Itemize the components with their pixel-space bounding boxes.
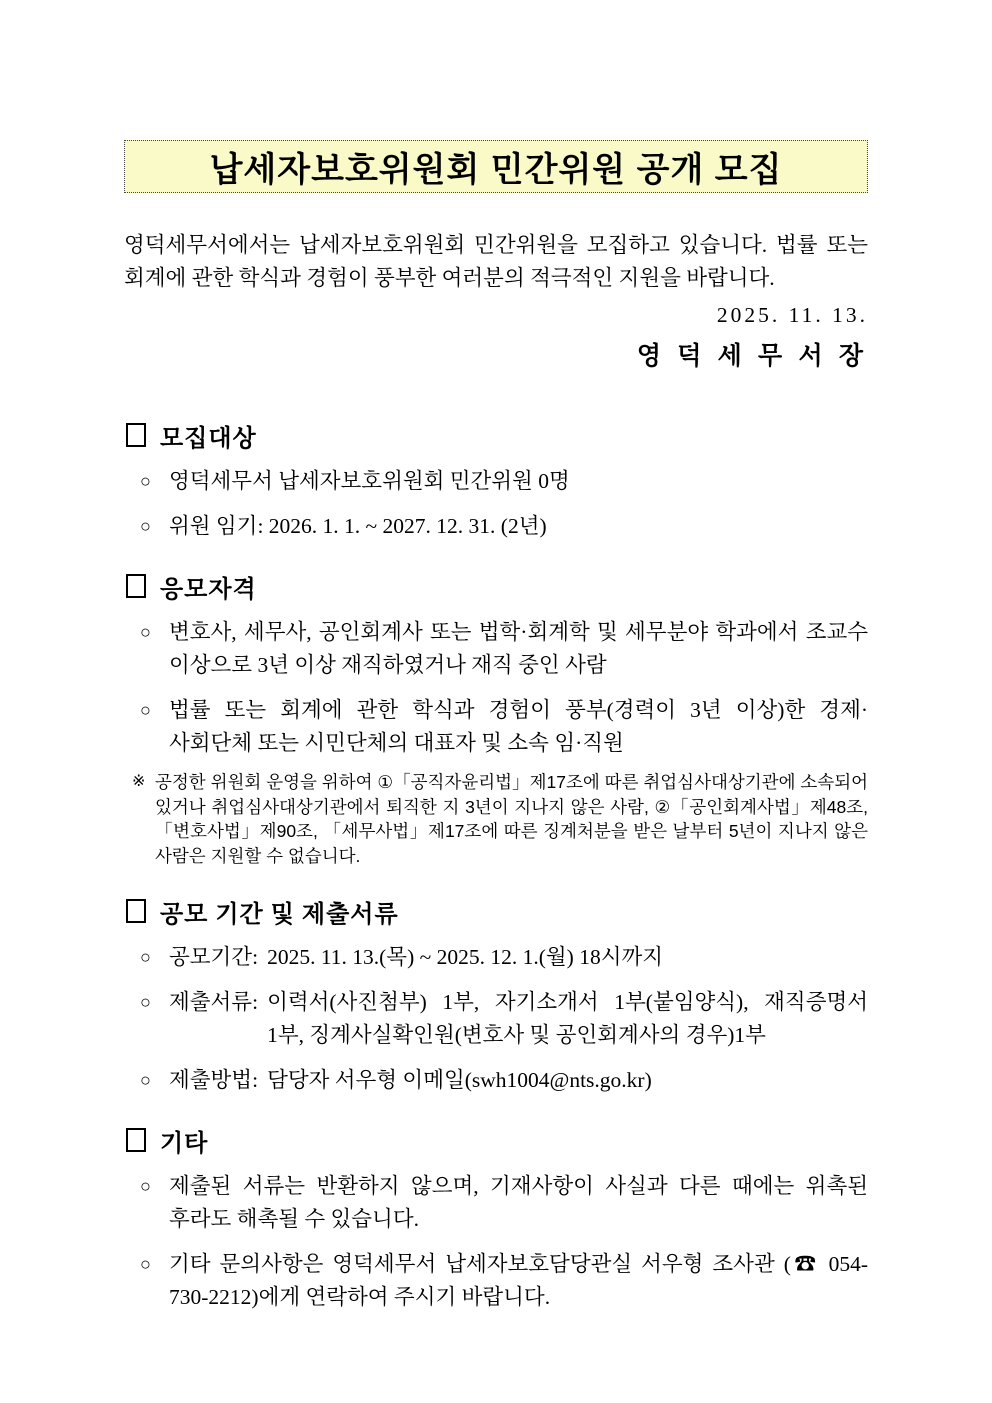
- circle-bullet-icon: ○: [140, 1070, 151, 1090]
- circle-bullet-icon: ○: [140, 622, 151, 642]
- section-heading: [124, 894, 868, 929]
- list-item-text: 영덕세무서 납세자보호위원회 민간위원 0명: [169, 469, 570, 493]
- list-item: [140, 941, 868, 974]
- circle-bullet-icon: ○: [140, 1176, 151, 1196]
- list-item: [140, 694, 868, 760]
- list-item-text: 변호사, 세무사, 공인회계사 또는 법학·회계학 및 세무분야 학과에서 조교수 이상으로 3년 이상 재직하였거나 재직 중인 사람: [169, 620, 868, 677]
- reference-mark-icon: ※: [132, 773, 146, 790]
- list-item: [140, 986, 868, 1052]
- field-label: 공모기간:: [169, 945, 259, 969]
- circle-bullet-icon: ○: [140, 947, 151, 967]
- list-item: [140, 1064, 868, 1097]
- field-value: 2025. 11. 13.(목) ~ 2025. 12. 1.(월) 18시까지: [267, 945, 664, 969]
- list-item-text: 기타 문의사항은 영덕세무서 납세자보호담당관실 서우형 조사관 (☎ 054-730-2212)에게 연락하여 주시기 바랍니다.: [169, 1252, 868, 1309]
- list-item-text: 제출된 서류는 반환하지 않으며, 기재사항이 사실과 다른 때에는 위촉된 후라도 해촉될 수 있습니다.: [169, 1174, 868, 1231]
- section-heading-label: 응모자격: [160, 577, 257, 603]
- list-item: [140, 510, 868, 543]
- square-marker-icon: [126, 899, 146, 923]
- list-item-text: 법률 또는 회계에 관한 학식과 경험이 풍부(경력이 3년 이상)한 경제·사회단체 또는 시민단체의 대표자 및 소속 임·직원: [169, 698, 868, 755]
- circle-bullet-icon: ○: [140, 516, 151, 536]
- section-heading: [124, 569, 868, 604]
- field-value: 담당자 서우형 이메일(swh1004@nts.go.kr): [267, 1068, 652, 1092]
- title-banner: [124, 140, 868, 193]
- page-title: 납세자보호위원회 민간위원 공개 모집: [209, 151, 783, 189]
- section-heading-label: 기타: [160, 1131, 209, 1157]
- square-marker-icon: [126, 423, 146, 447]
- list-item-text: 위원 임기: 2026. 1. 1. ~ 2027. 12. 31. (2년): [169, 514, 547, 538]
- section-recruitment-target: [124, 418, 868, 543]
- field-label: 제출서류:: [169, 990, 259, 1014]
- field-label: 제출방법:: [169, 1068, 259, 1092]
- circle-bullet-icon: ○: [140, 992, 151, 1012]
- section-etc: [124, 1123, 868, 1314]
- section-heading: [124, 1123, 868, 1158]
- square-marker-icon: [126, 574, 146, 598]
- restriction-note: [132, 770, 868, 868]
- list-item: [140, 1170, 868, 1236]
- section-period-documents: [124, 894, 868, 1097]
- section-heading-label: 모집대상: [160, 426, 257, 452]
- section-heading: [124, 418, 868, 453]
- circle-bullet-icon: ○: [140, 1254, 151, 1274]
- section-eligibility: [124, 569, 868, 868]
- list-item: [140, 616, 868, 682]
- section-heading-label: 공모 기간 및 제출서류: [160, 902, 399, 928]
- field-value: 이력서(사진첨부) 1부, 자기소개서 1부(붙임양식), 재직증명서 1부, 징계사실확인원(변호사 및 공인회계사의 경우)1부: [267, 990, 868, 1047]
- square-marker-icon: [126, 1128, 146, 1152]
- issuer-signature: 영 덕 세 무 서 장: [636, 343, 868, 370]
- restriction-note-text: 공정한 위원회 운영을 위하여 ①「공직자윤리법」제17조에 따른 취업심사대상기관에 소속되어 있거나 취업심사대상기관에서 퇴직한 지 3년이 지나지 않은 사람, ②「공인회계사법」제48조, 「변호사법」제90조, 「세무사법」제17조에 따른 징계처분을 받은 날부터 5년이 지나지 않은 사람은 지원할 수 없습니다.: [155, 772, 868, 866]
- circle-bullet-icon: ○: [140, 700, 151, 720]
- circle-bullet-icon: ○: [140, 471, 151, 491]
- intro-paragraph: 영덕세무서에서는 납세자보호위원회 민간위원을 모집하고 있습니다. 법률 또는 회계에 관한 학식과 경험이 풍부한 여러분의 적극적인 지원을 바랍니다.: [124, 233, 868, 290]
- list-item: [140, 1248, 868, 1314]
- issue-date: 2025. 11. 13.: [716, 303, 868, 327]
- list-item: [140, 465, 868, 498]
